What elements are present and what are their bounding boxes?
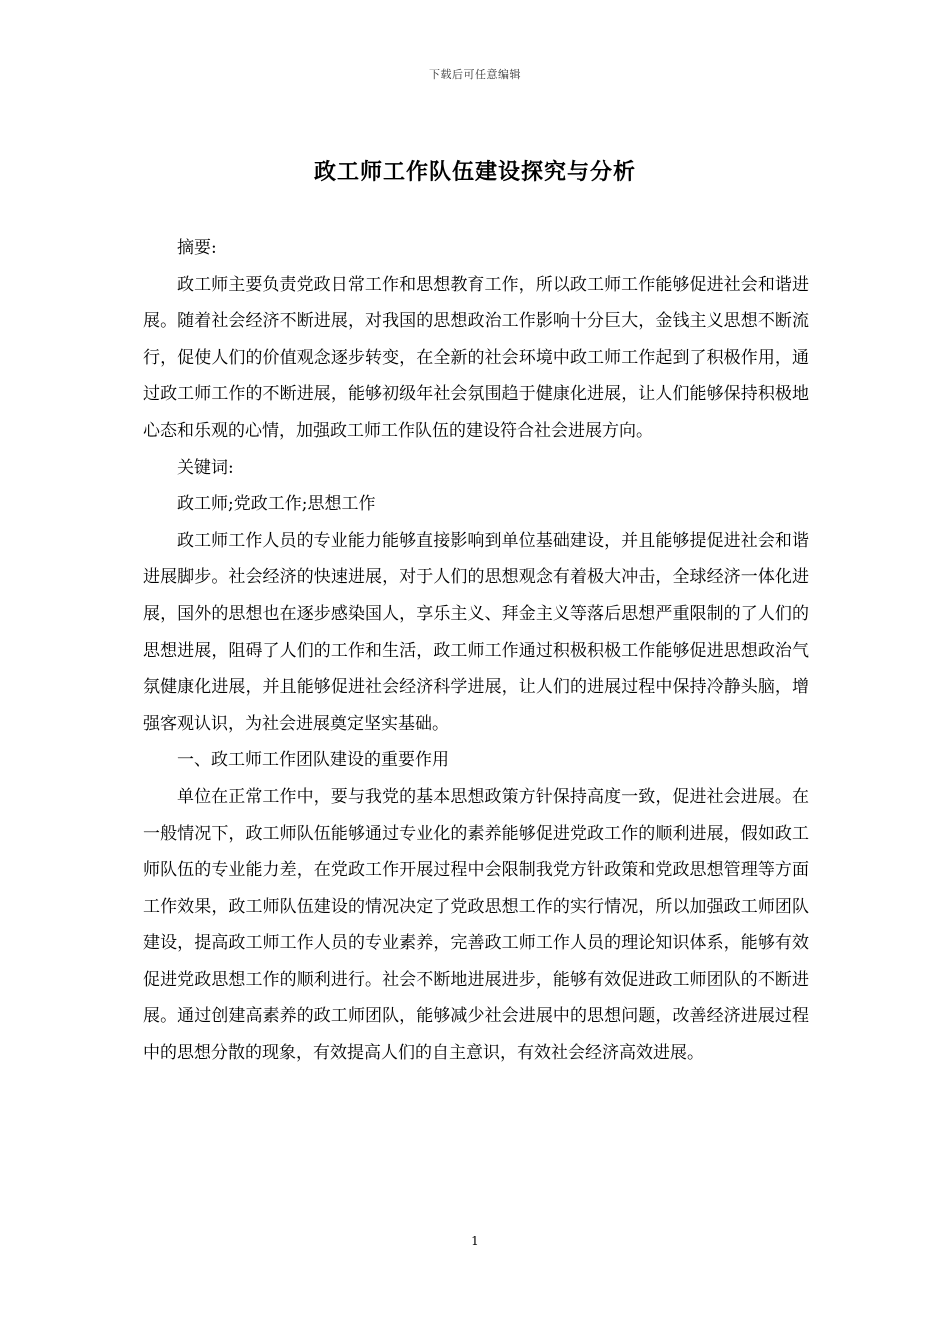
section-heading: 一、政工师工作团队建设的重要作用 — [177, 750, 449, 771]
document-body — [143, 230, 809, 1072]
keywords-label: 关键词: — [177, 457, 234, 478]
page-number: 1 — [471, 1234, 479, 1248]
document-title: 政工师工作队伍建设探究与分析 — [313, 159, 636, 185]
section-paragraph: 单位在正常工作中，要与我党的基本思想政策方针保持高度一致，促进社会进展。在一般情况下，政工师队伍能够通过专业化的素养能够促进党政工作的顺利进展，假如政工师队伍的专业能力差，在党政工作开展过程中会限制我党方针政策和党政思想管理等方面工作效果，政工师队伍建设的情况决定了党政思想工作的实行情况，所以加强政工师团队建设，提高政工师工作人员的专业素养，完善政工师工作人员的理论知识体系，能够有效促进党政思想工作的顺利进行。社会不断地进展进步，能够有效促进政工师团队的不断进展。通过创建高素养的政工师团队，能够减少社会进展中的思想问题，改善经济进展过程中的思想分散的现象，有效提高人们的自主意识，有效社会经济高效进展。 — [143, 786, 809, 1064]
abstract-paragraph: 政工师主要负责党政日常工作和思想教育工作，所以政工师工作能够促进社会和谐进展。随着社会经济不断进展，对我国的思想政治工作影响十分巨大，金钱主义思想不断流行，促使人们的价值观念逐步转变，在全新的社会环境中政工师工作起到了积极作用，通过政工师工作的不断进展，能够初级年社会氛围趋于健康化进展，让人们能够保持积极地心态和乐观的心情，加强政工师工作队伍的建设符合社会进展方向。 — [143, 274, 809, 441]
header-note: 下载后可任意编辑 — [429, 68, 521, 81]
abstract-label: 摘要: — [177, 238, 217, 258]
keywords-paragraph: 政工师;党政工作;思想工作 — [177, 494, 376, 515]
intro-paragraph: 政工师工作人员的专业能力能够直接影响到单位基础建设，并且能够提促进社会和谐进展脚步。社会经济的快速进展，对于人们的思想观念有着极大冲击，全球经济一体化进展，国外的思想也在逐步感染国人，享乐主义、拜金主义等落后思想严重限制的了人们的思想进展，阻碍了人们的工作和生活，政工师工作通过积极积极工作能够促进思想政治气氛健康化进展，并且能够促进社会经济科学进展，让人们的进展过程中保持冷静头脑，增强客观认识，为社会进展奠定坚实基础。 — [143, 530, 809, 734]
